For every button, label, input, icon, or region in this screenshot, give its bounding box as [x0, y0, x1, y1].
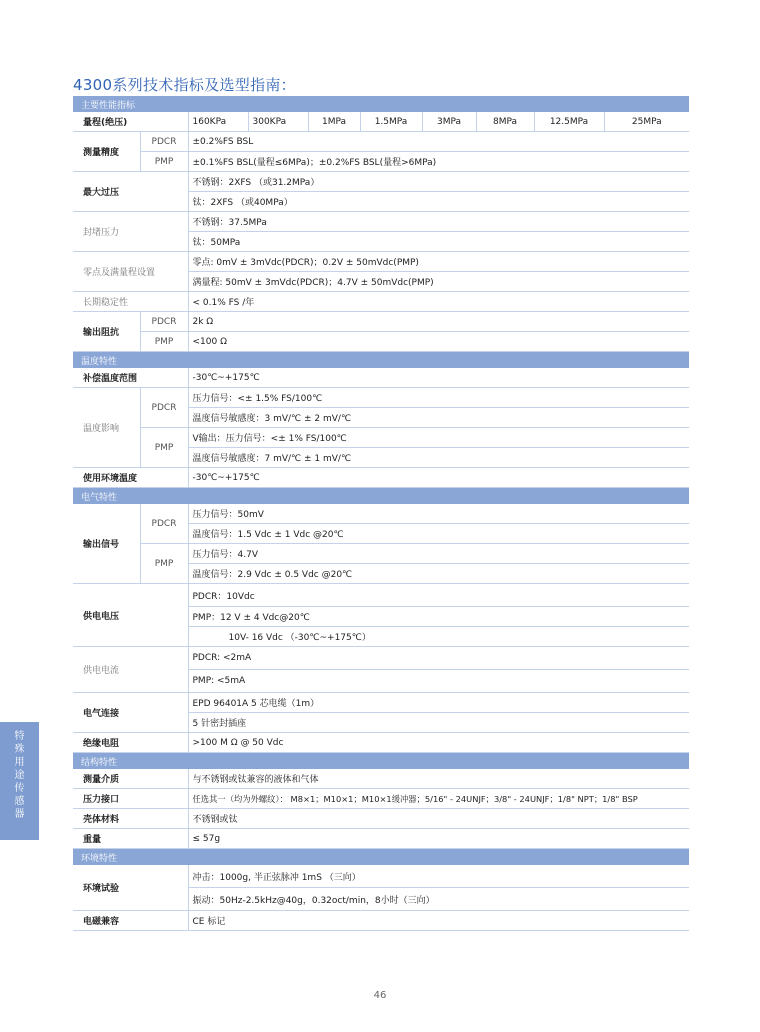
output-signal-line: 温度信号：1.5 Vdc ± 1 Vdc @20℃	[188, 524, 689, 544]
temp-effect-line: 压力信号：<± 1.5% FS/100℃	[188, 388, 689, 408]
supply-current-label: 供电电流	[73, 647, 188, 693]
temp-effect-line: 温度信号敏感度：7 mV/℃ ± 1 mV/℃	[188, 448, 689, 468]
insulation-value: >100 M Ω @ 50 Vdc	[188, 733, 689, 753]
supply-current-line: PDCR: <2mA	[188, 647, 689, 670]
burst-label: 封堵压力	[73, 212, 188, 252]
burst-line: 不锈钢：37.5MPa	[188, 212, 689, 232]
range-label: 量程(绝压)	[73, 112, 188, 132]
electrical-connection-label: 电气连接	[73, 693, 188, 733]
range-value: 8MPa	[476, 112, 534, 132]
range-value: 1.5MPa	[360, 112, 422, 132]
stability-value: < 0.1% FS /年	[188, 292, 689, 312]
supply-voltage-line: 10V- 16 Vdc （-30℃~+175℃）	[188, 627, 689, 647]
supply-voltage-line: PMP：12 V ± 4 Vdc@20℃	[188, 607, 689, 627]
supply-current-line: PMP: <5mA	[188, 670, 689, 693]
range-value: 160KPa	[188, 112, 248, 132]
comp-temp-label: 补偿温度范围	[73, 368, 188, 388]
section-header-temp: 温度特性	[73, 352, 689, 369]
supply-voltage-line: PDCR：10Vdc	[188, 584, 689, 607]
section-header-elec: 电气特性	[73, 488, 689, 505]
env-test-line: 冲击：1000g, 半正弦脉冲 1mS （三向）	[188, 865, 689, 888]
side-category-tab	[0, 722, 39, 840]
output-signal-line: 压力信号：50mV	[188, 504, 689, 524]
temp-effect-pmp-label: PMP	[140, 428, 188, 468]
ambient-temp-value: -30℃~+175℃	[188, 468, 689, 488]
emc-value: CE 标记	[188, 911, 689, 931]
accuracy-pdcr-value: ±0.2%FS BSL	[188, 132, 689, 152]
medium-value: 与不锈钢或钛兼容的液体和气体	[188, 769, 689, 789]
side-tab-char: 特	[14, 731, 25, 742]
port-value: 任选其一（均为外螺纹）： M8×1；M10×1；M10×1缓冲器；5/16" - 24UNJF；3/8" - 24UNJF；1/8" NPT；1/8" BSP	[188, 789, 689, 809]
accuracy-label: 测量精度	[73, 132, 140, 172]
side-tab-char: 用	[14, 757, 25, 768]
section-header-struct: 结构特性	[73, 753, 689, 770]
accuracy-pdcr-label: PDCR	[140, 132, 188, 152]
temp-effect-line: V输出：压力信号：<± 1% FS/100℃	[188, 428, 689, 448]
output-impedance-pdcr-label: PDCR	[140, 312, 188, 332]
page-title: 4300系列技术指标及选型指南：	[73, 76, 296, 94]
supply-voltage-label: 供电电压	[73, 584, 188, 647]
zero-span-line: 零点: 0mV ± 3mVdc(PDCR)；0.2V ± 50mVdc(PMP)	[188, 252, 689, 272]
overload-line: 不锈钢：2ⅩFS （或31.2MPa）	[188, 172, 689, 192]
output-signal-pmp-label: PMP	[140, 544, 188, 584]
output-impedance-pmp-label: PMP	[140, 332, 188, 352]
comp-temp-value: -30℃~+175℃	[188, 368, 689, 388]
side-tab-char: 途	[14, 770, 25, 781]
range-value: 25MPa	[604, 112, 689, 132]
zero-span-line: 满量程: 50mV ± 3mVdc(PDCR)；4.7V ± 50mVdc(PMP)	[188, 272, 689, 292]
spec-table	[73, 96, 689, 931]
weight-label: 重量	[73, 829, 188, 849]
weight-value: ≤ 57g	[188, 829, 689, 849]
accuracy-pmp-value: ±0.1%FS BSL(量程≤6MPa)；±0.2%FS BSL(量程>6MPa)	[188, 152, 689, 172]
side-tab-char: 传	[14, 783, 25, 794]
output-signal-pdcr-label: PDCR	[140, 504, 188, 544]
output-signal-line: 压力信号：4.7V	[188, 544, 689, 564]
temp-effect-line: 温度信号敏感度：3 mV/℃ ± 2 mV/℃	[188, 408, 689, 428]
env-test-line: 振动：50Hz-2.5kHz@40g，0.32oct/min，8小时（三向）	[188, 888, 689, 911]
output-impedance-pmp-value: <100 Ω	[188, 332, 689, 352]
env-test-label: 环境试验	[73, 865, 188, 911]
overload-label: 最大过压	[73, 172, 188, 212]
insulation-label: 绝缘电阻	[73, 733, 188, 753]
port-label: 压力接口	[73, 789, 188, 809]
temp-effect-label: 温度影响	[73, 388, 140, 468]
output-signal-line: 温度信号：2.9 Vdc ± 0.5 Vdc @20℃	[188, 564, 689, 584]
output-impedance-label: 输出阻抗	[73, 312, 140, 352]
side-tab-char: 器	[14, 809, 25, 820]
stability-label: 长期稳定性	[73, 292, 188, 312]
range-value: 12.5MPa	[534, 112, 604, 132]
output-signal-label: 输出信号	[73, 504, 140, 584]
range-value: 300KPa	[248, 112, 308, 132]
section-header-main: 主要性能指标	[73, 96, 689, 112]
emc-label: 电磁兼容	[73, 911, 188, 931]
temp-effect-pdcr-label: PDCR	[140, 388, 188, 428]
housing-label: 壳体材料	[73, 809, 188, 829]
range-value: 3MPa	[422, 112, 476, 132]
ambient-temp-label: 使用环境温度	[73, 468, 188, 488]
side-tab-char: 感	[14, 796, 25, 807]
section-header-env: 环境特性	[73, 849, 689, 866]
overload-line: 钛：2ⅩFS （或40MPa）	[188, 192, 689, 212]
medium-label: 测量介质	[73, 769, 188, 789]
electrical-connection-line: EPD 96401A 5 芯电缆（1m）	[188, 693, 689, 713]
burst-line: 钛：50MPa	[188, 232, 689, 252]
housing-value: 不锈钢或钛	[188, 809, 689, 829]
side-tab-char: 殊	[14, 744, 25, 755]
range-value: 1MPa	[308, 112, 360, 132]
accuracy-pmp-label: PMP	[140, 152, 188, 172]
zero-span-label: 零点及满量程设置	[73, 252, 188, 292]
output-impedance-pdcr-value: 2k Ω	[188, 312, 689, 332]
electrical-connection-line: 5 针密封插座	[188, 713, 689, 733]
page-number: 46	[373, 990, 387, 1001]
